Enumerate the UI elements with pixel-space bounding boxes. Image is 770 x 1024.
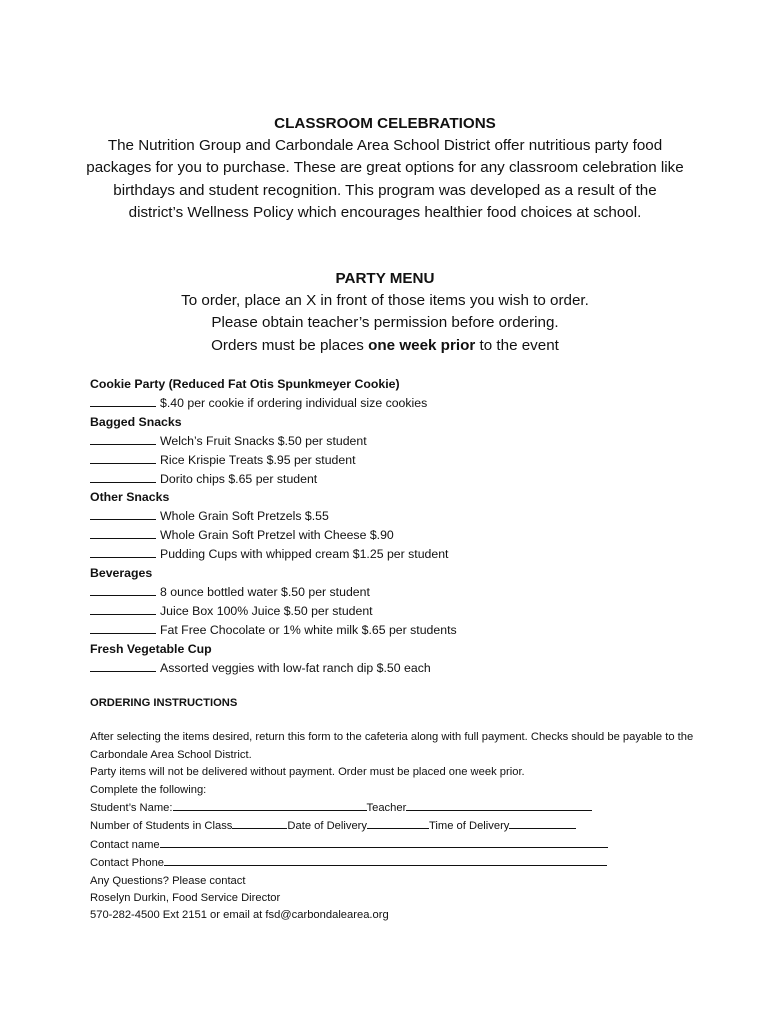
instructions-paragraph: After selecting the items desired, return this form to the cafeteria along with full payment. Checks should be payable to the Carbondale Area School District.: [90, 731, 694, 761]
menu-item: [90, 432, 730, 451]
menu-item: [90, 394, 730, 413]
category-heading: Beverages: [90, 566, 153, 581]
menu-item: [90, 583, 730, 602]
menu-item-label: Whole Grain Soft Pretzels $.55: [160, 509, 329, 524]
questions-line: Any Questions? Please contact: [90, 874, 246, 887]
menu-item-label: Assorted veggies with low-fat ranch dip $.50 each: [160, 660, 431, 675]
menu-item: [90, 526, 730, 545]
order-blank[interactable]: [90, 545, 156, 558]
teacher-field[interactable]: [406, 799, 592, 811]
num-students-label: Number of Students in Class: [90, 820, 233, 833]
intro-paragraph: The Nutrition Group and Carbondale Area School District offer nutritious party food packages for you to purchase. These are great options for any classroom celebration like birthdays and student recognition. This program was developed as a result of the district’s Wellness Policy which encourages healthier food choices at school.: [86, 137, 684, 221]
menu-item-label: Dorito chips $.65 per student: [160, 471, 318, 486]
contact-phone-field[interactable]: [164, 854, 607, 866]
menu-item-label: Whole Grain Soft Pretzel with Cheese $.90: [160, 528, 394, 543]
time-delivery-field[interactable]: [509, 817, 576, 829]
order-blank[interactable]: [90, 526, 156, 539]
complete-label: Complete the following:: [90, 783, 207, 796]
menu-item: [90, 602, 730, 621]
teacher-label: Teacher: [366, 802, 407, 815]
student-teacher-row: [90, 799, 730, 817]
party-menu-header: [84, 268, 686, 357]
order-blank[interactable]: [90, 432, 156, 445]
menu-item-label: Rice Krispie Treats $.95 per student: [160, 452, 356, 467]
contact-name-row: [90, 836, 730, 854]
contact-phone-label: Contact Phone: [90, 857, 165, 870]
contact-info: 570-282-4500 Ext 2151 or email at fsd@carbondalearea.org: [90, 909, 389, 922]
menu-item: [90, 451, 730, 470]
permission-line: Please obtain teacher’s permission before ordering.: [211, 314, 559, 332]
date-delivery-field[interactable]: [367, 817, 429, 829]
menu-item-label: $.40 per cookie if ordering individual size cookies: [160, 395, 428, 410]
category-heading: Bagged Snacks: [90, 414, 182, 429]
order-blank[interactable]: [90, 394, 156, 407]
contact-phone-row: [90, 854, 730, 872]
order-blank[interactable]: [90, 659, 156, 672]
contact-name-field[interactable]: [160, 836, 608, 848]
category-heading: Cookie Party (Reduced Fat Otis Spunkmeyer Cookie): [90, 377, 400, 391]
order-blank[interactable]: [90, 451, 156, 464]
party-menu-title: PARTY MENU: [335, 270, 435, 287]
menu-item-label: Welch’s Fruit Snacks $.50 per student: [160, 433, 367, 448]
deadline-text-bold: one week prior: [368, 336, 476, 354]
menu-item-label: Fat Free Chocolate or 1% white milk $.65 per students: [160, 622, 457, 637]
student-name-field[interactable]: [173, 799, 367, 811]
menu-item: [90, 621, 730, 640]
delivery-row: [90, 817, 730, 835]
menu-item-label: Pudding Cups with whipped cream $1.25 per student: [160, 547, 449, 562]
payment-note: Party items will not be delivered without payment. Order must be placed one week prior.: [90, 766, 525, 779]
order-blank[interactable]: [90, 507, 156, 520]
instructions-heading: ORDERING INSTRUCTIONS: [90, 697, 238, 709]
intro-section: [84, 113, 686, 224]
menu-list: [90, 375, 730, 678]
menu-item: [90, 507, 730, 526]
ordering-instructions: [90, 695, 730, 925]
page-title: CLASSROOM CELEBRATIONS: [274, 115, 496, 132]
deadline-text-pre: Orders must be places: [211, 336, 369, 354]
menu-item-label: Juice Box 100% Juice $.50 per student: [160, 603, 373, 618]
menu-item-label: 8 ounce bottled water $.50 per student: [160, 584, 370, 599]
order-blank[interactable]: [90, 583, 156, 596]
contact-person: Roselyn Durkin, Food Service Director: [90, 892, 281, 905]
order-blank[interactable]: [90, 621, 156, 634]
date-delivery-label: Date of Delivery: [287, 820, 367, 833]
category-heading: Other Snacks: [90, 490, 170, 505]
time-delivery-label: Time of Delivery: [429, 820, 510, 833]
menu-item: [90, 470, 730, 489]
order-blank[interactable]: [90, 602, 156, 615]
contact-name-label: Contact name: [90, 838, 160, 851]
student-name-label: Student’s Name:: [90, 802, 173, 815]
order-blank[interactable]: [90, 470, 156, 483]
num-students-field[interactable]: [232, 817, 287, 829]
menu-item: [90, 659, 730, 678]
order-instruction-line: To order, place an X in front of those items you wish to order.: [181, 292, 589, 310]
deadline-line: [84, 335, 686, 357]
menu-item: [90, 545, 730, 564]
category-heading: Fresh Vegetable Cup: [90, 641, 212, 656]
deadline-text-post: to the event: [475, 336, 559, 354]
